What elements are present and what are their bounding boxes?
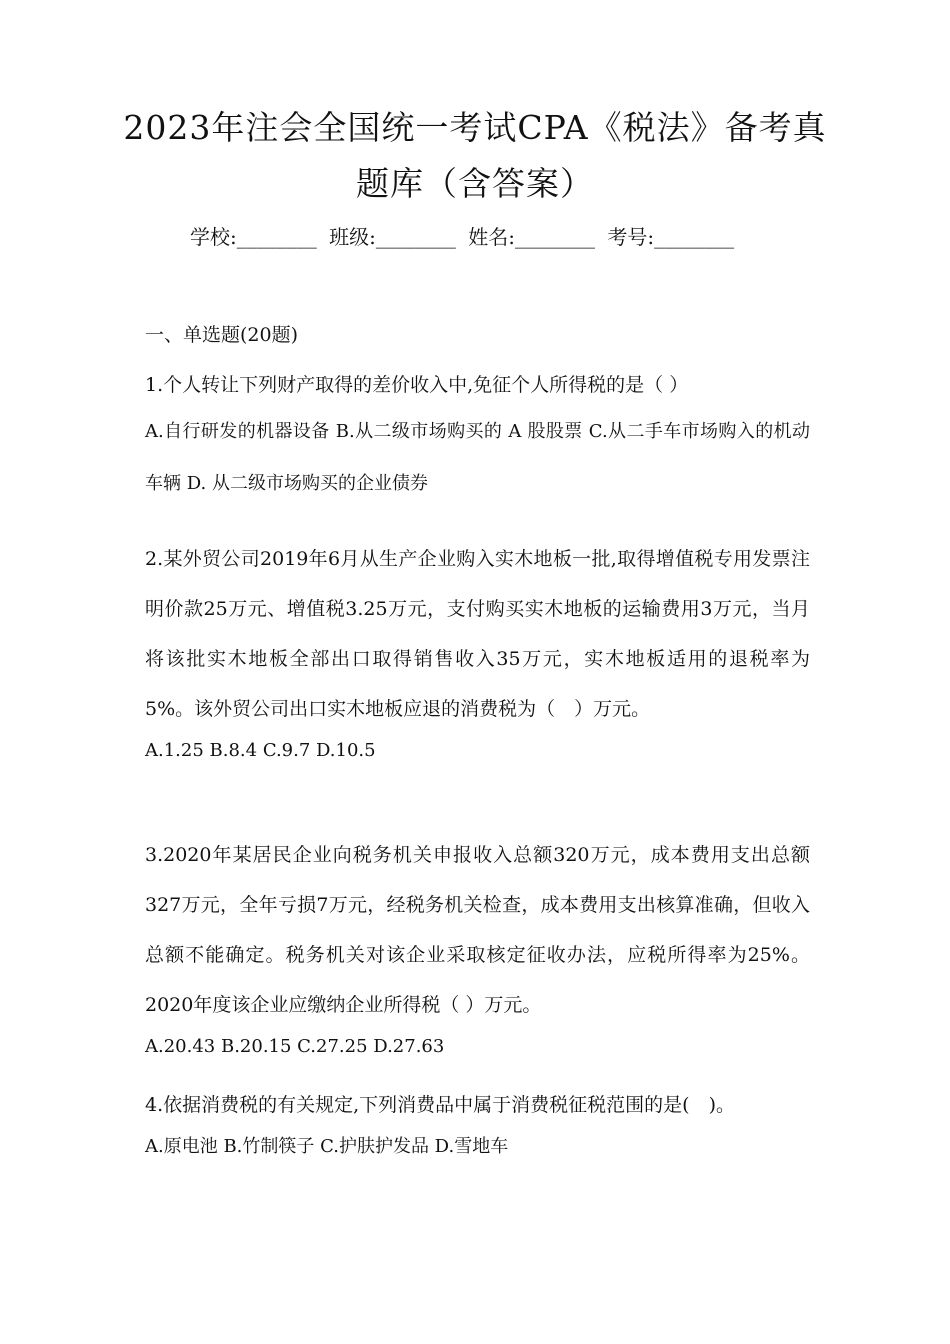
student-info-line: [190, 222, 740, 252]
class-field: 班级:________: [329, 225, 456, 249]
section-heading: 一、单选题(20题): [145, 324, 299, 346]
question-4: [145, 1080, 810, 1162]
question-stem: 4.依据消费税的有关规定,下列消费品中属于消费税征税范围的是( )。: [145, 1094, 735, 1116]
school-field: 学校:________: [190, 225, 317, 249]
question-2: [145, 534, 810, 766]
question-3: [145, 830, 810, 1062]
question-stem: 3.2020年某居民企业向税务机关申报收入总额320万元，成本费用支出总额327万元，全年亏损7万元，经税务机关检查，成本费用支出核算准确，但收入总额不能确定。税务机关对该企业采取核定征收办法，应税所得率为25%。2020年度该企业应缴纳企业所得税（ ）万元。: [145, 844, 810, 1016]
question-options: A.20.43 B.20.15 C.27.25 D.27.63: [145, 1036, 445, 1057]
exam-number-field: 考号:________: [607, 225, 735, 249]
question-options: A.1.25 B.8.4 C.9.7 D.10.5: [145, 740, 376, 761]
question-options: A.原电池 B.竹制筷子 C.护肤护发品 D.雪地车: [145, 1136, 509, 1157]
question-stem: 1.个人转让下列财产取得的差价收入中,免征个人所得税的是（ ）: [145, 374, 689, 396]
name-field: 姓名:________: [468, 225, 595, 249]
question-stem: 2.某外贸公司2019年6月从生产企业购入实木地板一批,取得增值税专用发票注明价款25万元、增值税3.25万元，支付购买实木地板的运输费用3万元，当月将该批实木地板全部出口取得销售收入35万元，实木地板适用的退税率为 5%。该外贸公司出口实木地板应退的消费税为（ ）万元。: [145, 548, 810, 720]
document-title: 2023年注会全国统一考试CPA《税法》备考真题库（含答案）: [123, 108, 827, 203]
question-1: [145, 360, 810, 510]
question-options: A.自行研发的机器设备 B.从二级市场购买的 A 股股票 C.从二手车市场购入的机动车辆 D. 从二级市场购买的企业债券: [145, 421, 810, 494]
